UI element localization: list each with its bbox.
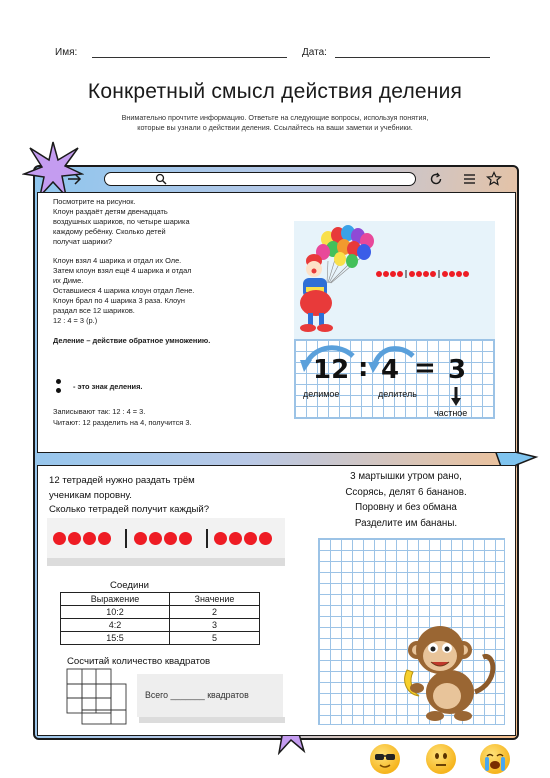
text-line: Клоун брал по 4 шарика 3 раза. Клоун [53, 296, 185, 306]
task-line: 3 мартышки утром рано, [350, 471, 462, 482]
dot [134, 532, 147, 545]
page-title: Конкретный смысл действия деления [87, 80, 463, 103]
separator [206, 529, 208, 548]
answer-box-shadow [139, 717, 285, 723]
dot [53, 532, 66, 545]
paragraph-intro [53, 197, 283, 247]
task-line: 12 тетрадей нужно раздать трём [49, 475, 195, 486]
table-cell-value[interactable]: 3 [169, 619, 259, 632]
clown-illustration [294, 221, 495, 339]
text-line: Посмотрите на рисунок. [53, 197, 136, 206]
bead-row-icon [376, 270, 486, 278]
table-header-row [61, 593, 260, 606]
equation-equals: = [414, 353, 436, 383]
table-header: Выражение [61, 593, 170, 606]
table-cell-value[interactable]: 5 [169, 632, 259, 645]
division-sign-dot [56, 388, 61, 393]
bead-row [376, 265, 486, 273]
label-quotient: частное [434, 408, 468, 418]
text-line: Читают: 12 разделить на 4, получится 3. [53, 417, 192, 427]
text-line: каждому ребёнку. Сколько детей [53, 226, 166, 236]
intro-text [60, 113, 490, 133]
arrow-down-icon [450, 387, 462, 407]
dot [68, 532, 81, 545]
dot [244, 532, 257, 545]
theory-text [53, 197, 283, 355]
equation-dividend: 12 [313, 355, 350, 385]
table-header: Значение [169, 593, 259, 606]
task-line: Поровну и без обмана [355, 502, 457, 513]
text-line: их Диме. [53, 276, 84, 286]
star-burst-icon [22, 140, 84, 198]
text-line: Оставшиеся 4 шарика клоун отдал Лене. [53, 286, 195, 296]
task-line: Сколько тетрадей получит каждый? [49, 504, 210, 515]
dot [214, 532, 227, 545]
dot [98, 532, 111, 545]
division-sign-text: - это знак деления. [73, 382, 143, 391]
dot [229, 532, 242, 545]
task-monkeys [300, 469, 512, 531]
text-line: раздал все 12 шариков. [53, 305, 135, 315]
table-cell-expression[interactable]: 15:5 [61, 632, 170, 645]
text-line: Записывают так: 12 : 4 = 3. [53, 407, 146, 416]
emoji-cool-icon[interactable] [370, 744, 400, 774]
notebooks-dots-bar [47, 518, 285, 558]
name-label: Имя: [55, 47, 78, 58]
sunglasses-icon [370, 744, 400, 774]
dot [83, 532, 96, 545]
task-notebooks [49, 474, 294, 518]
dot [164, 532, 177, 545]
date-label: Дата: [302, 47, 327, 58]
table-cell-expression[interactable]: 4:2 [61, 619, 170, 632]
table-row [61, 632, 260, 645]
menu-icon[interactable] [463, 173, 476, 185]
date-field-line[interactable] [335, 57, 490, 58]
table-cell-expression[interactable]: 10:2 [61, 606, 170, 619]
neutral-face-icon [426, 744, 456, 774]
address-bar[interactable] [104, 172, 416, 186]
label-divisor: делитель [378, 389, 417, 399]
match-table [60, 592, 260, 645]
reload-icon[interactable] [429, 172, 443, 186]
intro-line: Внимательно прочтите информацию. Ответьте на следующие вопросы, используя понятия, [121, 113, 429, 122]
table-row [61, 606, 260, 619]
equation-divisor: 4 [381, 355, 400, 385]
equation-quotient: 3 [448, 355, 467, 385]
emoji-neutral-icon[interactable] [426, 744, 456, 774]
task-line: Разделите им бананы. [354, 517, 458, 529]
task-line: ученикам поровну. [49, 489, 132, 501]
table-row [61, 619, 260, 632]
crying-face-icon [480, 744, 510, 774]
dot [259, 532, 272, 545]
dots-bar-shadow [47, 558, 285, 566]
intro-line: которые вы узнали о действии деления. Ссылайтесь на ваши заметки и учебники. [137, 123, 413, 132]
monkey-icon [395, 612, 505, 724]
squares-answer-text: Всего _______ квадратов [145, 690, 249, 700]
text-line: Клоун раздаёт детям двенадцать [53, 206, 168, 216]
dot [179, 532, 192, 545]
equation-operator: : [358, 353, 369, 383]
squares-figure [66, 668, 132, 726]
paragraph-explanation [53, 256, 283, 325]
text-line: Клоун взял 4 шарика и отдал их Оле. [53, 256, 182, 266]
emoji-crying-icon[interactable] [480, 744, 510, 774]
text-line: воздушных шариков, по четыре шарика [53, 216, 190, 226]
text-line: получат шарики? [53, 236, 112, 246]
label-dividend: делимое [303, 389, 340, 399]
search-icon[interactable] [155, 173, 167, 185]
reading-text [53, 407, 192, 428]
dot [149, 532, 162, 545]
separator [125, 529, 127, 548]
task-line: Ссорясь, делят 6 бананов. [345, 486, 467, 498]
match-table-title: Соедини [110, 580, 150, 591]
rule-text: Деление – действие обратное умножению. [53, 335, 211, 345]
table-cell-value[interactable]: 2 [169, 606, 259, 619]
squares-title: Сосчитай количество квадратов [67, 656, 211, 667]
division-sign-dot [56, 379, 61, 384]
text-line: Затем клоун взял ещё 4 шарика и отдал [53, 266, 192, 276]
clown-icon [294, 221, 495, 339]
bookmark-star-icon[interactable] [486, 171, 502, 186]
text-line: 12 : 4 = 3 (р.) [53, 315, 98, 325]
name-field-line[interactable] [92, 57, 287, 58]
